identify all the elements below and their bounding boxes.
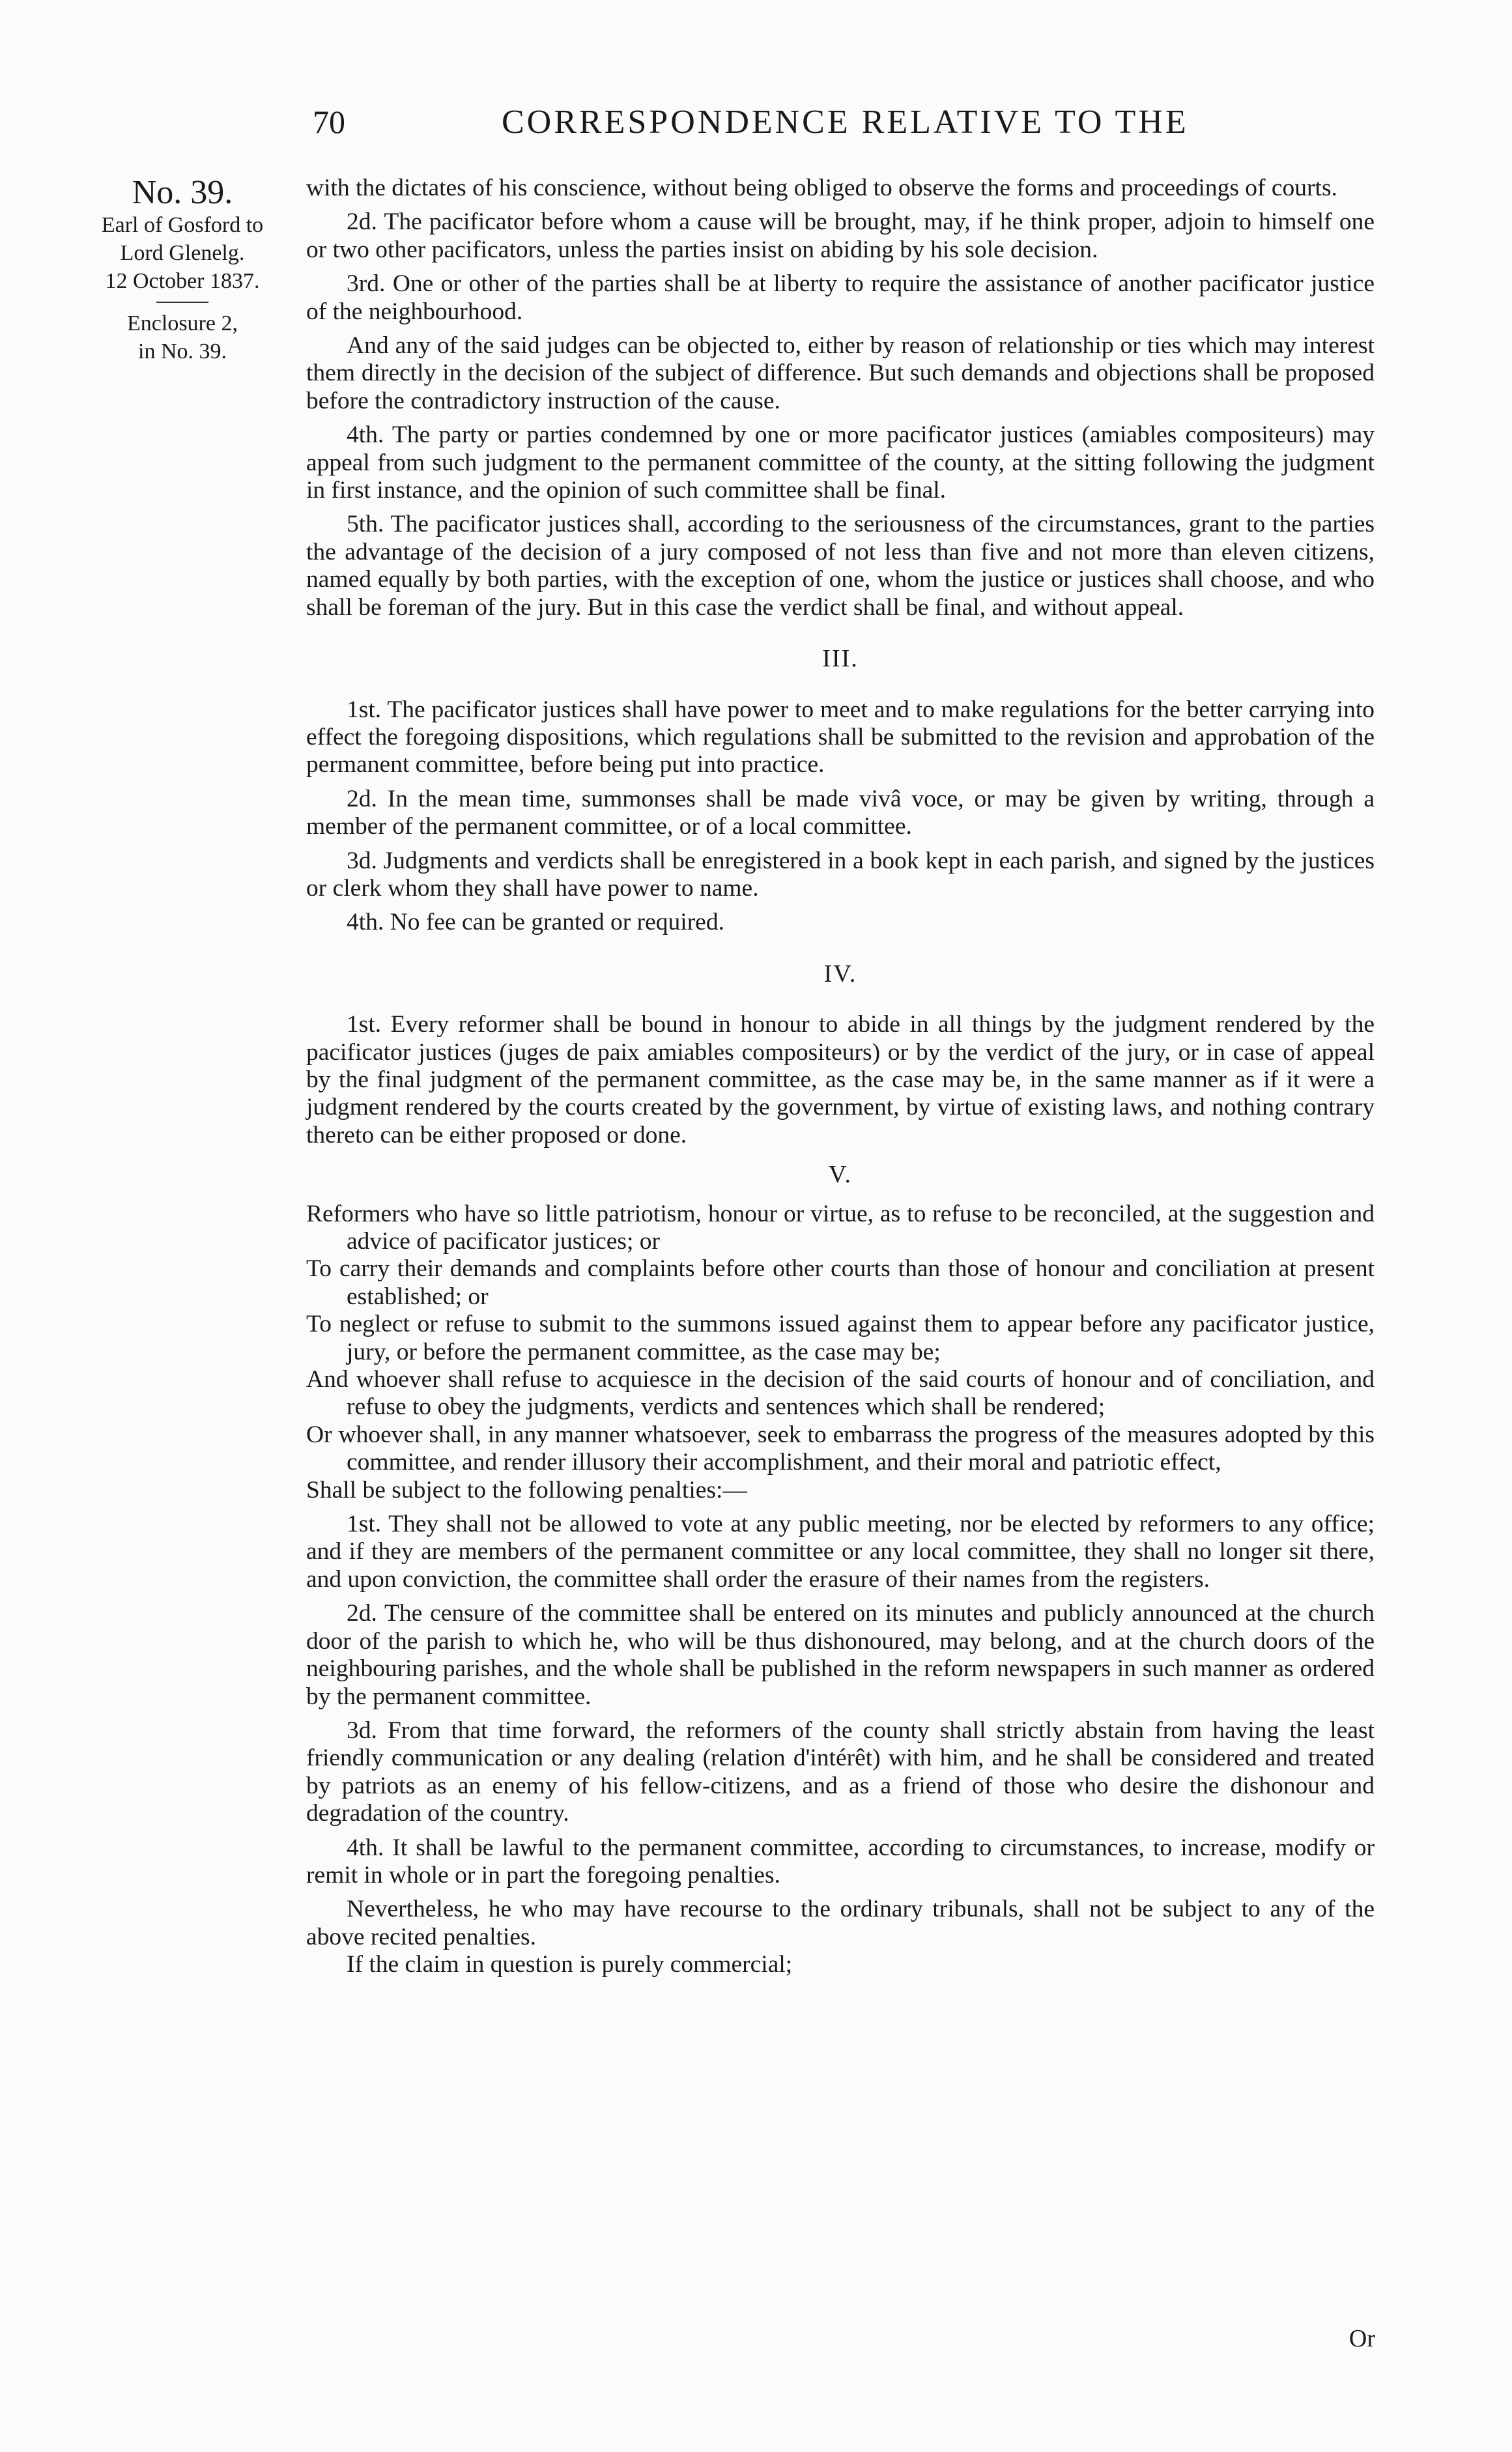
list-item: And whoever shall refuse to acquiesce in the decision of the said courts of honour and of conciliation, and refuse to obey the judgments, verdicts and sentences which shall be rendered; <box>306 1366 1375 1421</box>
paragraph: 1st. The pacificator justices shall have power to meet and to make regulations for the better carrying into effect the foregoing dispositions, which regulations shall be submitted to the revision and approbation of the permanent committee, before being put into practice. <box>306 696 1375 778</box>
paragraph: 1st. They shall not be allowed to vote at any public meeting, nor be elected by reformers to any office; and if they are members of the permanent committee or any local committee, they shall no longer sit there, and upon conviction, the committee shall order the erasure of their names from the registers. <box>306 1511 1375 1593</box>
paragraph: 1st. Every reformer shall be bound in honour to abide in all things by the judgment rendered by the pacificator justices (juges de paix amiables compositeurs) or by the verdict of the jury, or in case of appeal by the final judgment of the permanent committee, as the case may be, in the same manner as if it were a judgment rendered by the courts created by the government, by virtue of existing laws, and nothing contrary thereto can be either proposed or done. <box>306 1011 1375 1148</box>
list-item: To neglect or refuse to submit to the summons issued against them to appear before any pacificator justice, jury, or before the permanent committee, as the case may be; <box>306 1311 1375 1365</box>
paragraph: 4th. No fee can be granted or required. <box>347 909 724 936</box>
margin-note-date: 12 October 1837. <box>105 269 260 293</box>
margin-note-line: Earl of Gosford to <box>101 213 264 237</box>
document-body <box>306 175 1375 1986</box>
section-heading: V. <box>828 1161 853 1189</box>
catchword: Or <box>1348 2325 1375 2352</box>
page-header <box>306 103 1381 149</box>
list-item: Reformers who have so little patriotism, honour or virtue, as to refuse to be reconciled, at the suggestion and advice of pacificator justices; or <box>306 1200 1375 1255</box>
margin-divider <box>156 302 208 303</box>
paragraph: 4th. It shall be lawful to the permanent committee, according to circumstances, to increase, modify or remit in whole or in part the foregoing penalties. <box>306 1834 1375 1889</box>
list-item: To carry their demands and complaints before other courts than those of honour and conciliation at present established; or <box>306 1255 1375 1310</box>
paragraph: 4th. The party or parties condemned by one or more pacificator justices (amiables compositeurs) may appeal from such judgment to the permanent committee of the county, at the sitting following the judgment in first instance, and the opinion of such committee shall be final. <box>306 421 1375 504</box>
paragraph: Nevertheless, he who may have recourse to the ordinary tribunals, shall not be subject to any of the above recited penalties. <box>306 1896 1375 1950</box>
running-title: CORRESPONDENCE RELATIVE TO THE <box>502 104 1189 141</box>
paragraph: 3rd. One or other of the parties shall be at liberty to require the assistance of another pacificator justice of the neighbourhood. <box>306 270 1375 325</box>
list-item: Shall be subject to the following penalties:— <box>306 1476 747 1504</box>
paragraph: 3d. Judgments and verdicts shall be enregistered in a book kept in each parish, and signed by the justices or clerk whom they shall have power to name. <box>306 847 1375 902</box>
enclosure-note: Enclosure 2, <box>127 311 238 335</box>
section-heading: IV. <box>823 960 857 988</box>
document-number: No. 39. <box>132 174 233 211</box>
paragraph: 5th. The pacificator justices shall, according to the seriousness of the circumstances, grant to the parties the advantage of the decision of a jury composed of not less than five and not more than eleven citizens, named equally by both parties, with the exception of one, whom the justice or justices shall choose, and who shall be foreman of the jury. But in this case the verdict shall be final, and without appeal. <box>306 511 1375 621</box>
paragraph: with the dictates of his conscience, without being obliged to observe the forms and proceedings of courts. <box>306 175 1337 201</box>
paragraph: 2d. The pacificator before whom a cause will be brought, may, if he think proper, adjoin to himself one or two other pacificators, unless the parties insist on abiding by his sole decision. <box>306 208 1375 263</box>
section-heading: III. <box>822 645 859 673</box>
page-number: 70 <box>313 104 345 140</box>
paragraph: 3d. From that time forward, the reformers of the county shall strictly abstain from having the least friendly communication or any dealing (relation d'intérêt) with him, and he shall be considered and treated by patriots as an enemy of his fellow-citizens, and as a friend of those who desire the dishonour and degradation of the country. <box>306 1717 1375 1827</box>
margin-notes <box>72 175 293 365</box>
paragraph: 2d. In the mean time, summonses shall be made vivâ voce, or may be given by writing, through a member of the permanent committee, or of a local committee. <box>306 785 1375 840</box>
list-item: Or whoever shall, in any manner whatsoever, seek to embarrass the progress of the measures adopted by this committee, and render illusory their accomplishment, and their moral and patriotic effect, <box>306 1421 1375 1476</box>
paragraph: And any of the said judges can be objected to, either by reason of relationship or ties which may interest them directly in the decision of the subject of difference. But such demands and objections shall be proposed before the contradictory instruction of the cause. <box>306 332 1375 414</box>
paragraph: 2d. The censure of the committee shall be entered on its minutes and publicly announced at the church door of the parish to which he, who will be thus dishonoured, may belong, and at the church doors of the neighbouring parishes, and the whole shall be published in the reform newspapers in such manner as ordered by the permanent committee. <box>306 1600 1375 1710</box>
margin-note-line: Lord Glenelg. <box>120 241 245 265</box>
enclosure-note: in No. 39. <box>138 339 227 364</box>
paragraph: If the claim in question is purely commercial; <box>347 1951 793 1978</box>
